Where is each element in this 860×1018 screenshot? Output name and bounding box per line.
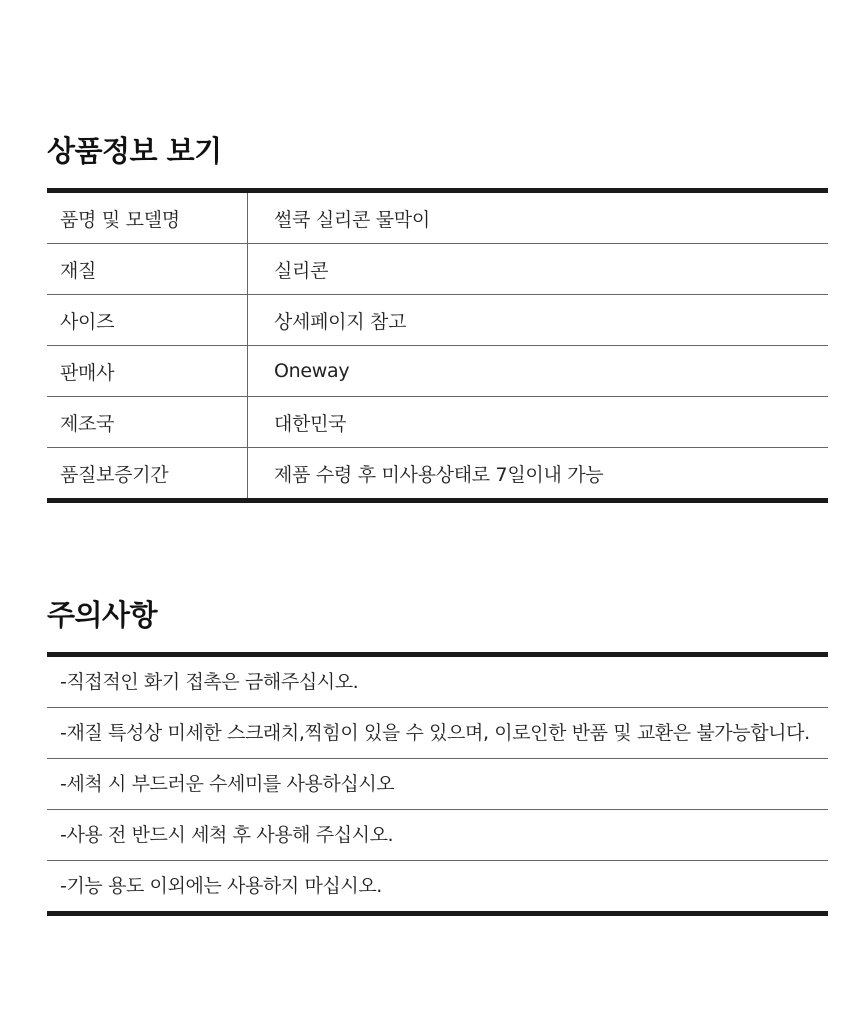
row-value-warranty: 제품 수령 후 미사용상태로 7일이내 가능 (274, 463, 604, 486)
product-info-table (47, 188, 828, 503)
table-row (47, 295, 828, 346)
row-value-material: 실리콘 (248, 244, 829, 295)
row-value-size: 상세페이지 참고 (248, 295, 829, 346)
table-row (47, 346, 828, 397)
caution-list (47, 652, 828, 916)
row-label-country: 제조국 (47, 397, 248, 448)
row-label-material: 재질 (47, 244, 248, 295)
product-info-section (47, 133, 828, 503)
product-info-title: 상품정보 보기 (47, 134, 222, 168)
table-row (47, 397, 828, 448)
list-item: -사용 전 반드시 세척 후 사용해 주십시오. (47, 810, 828, 861)
list-item: -세척 시 부드러운 수세미를 사용하십시오 (47, 759, 828, 810)
caution-section (47, 597, 828, 916)
list-item: -기능 용도 이외에는 사용하지 마십시오. (60, 875, 382, 897)
row-value-product-name: 썰쿡 실리콘 물막이 (248, 191, 829, 244)
caution-title: 주의사항 (47, 598, 158, 632)
row-label-product-name: 품명 및 모델명 (47, 191, 248, 244)
row-label-warranty: 품질보증기간 (47, 448, 248, 501)
row-value-country: 대한민국 (248, 397, 829, 448)
row-label-seller: 판매사 (47, 346, 248, 397)
row-label-size: 사이즈 (47, 295, 248, 346)
list-item: -재질 특성상 미세한 스크래치,찍힘이 있을 수 있으며, 이로인한 반품 및 교환은 불가능합니다. (47, 708, 828, 759)
table-row (47, 191, 828, 244)
table-row (47, 448, 828, 501)
list-item: -직접적인 화기 접촉은 금해주십시오. (47, 657, 828, 708)
table-row (47, 244, 828, 295)
row-value-seller: Oneway (248, 346, 829, 397)
